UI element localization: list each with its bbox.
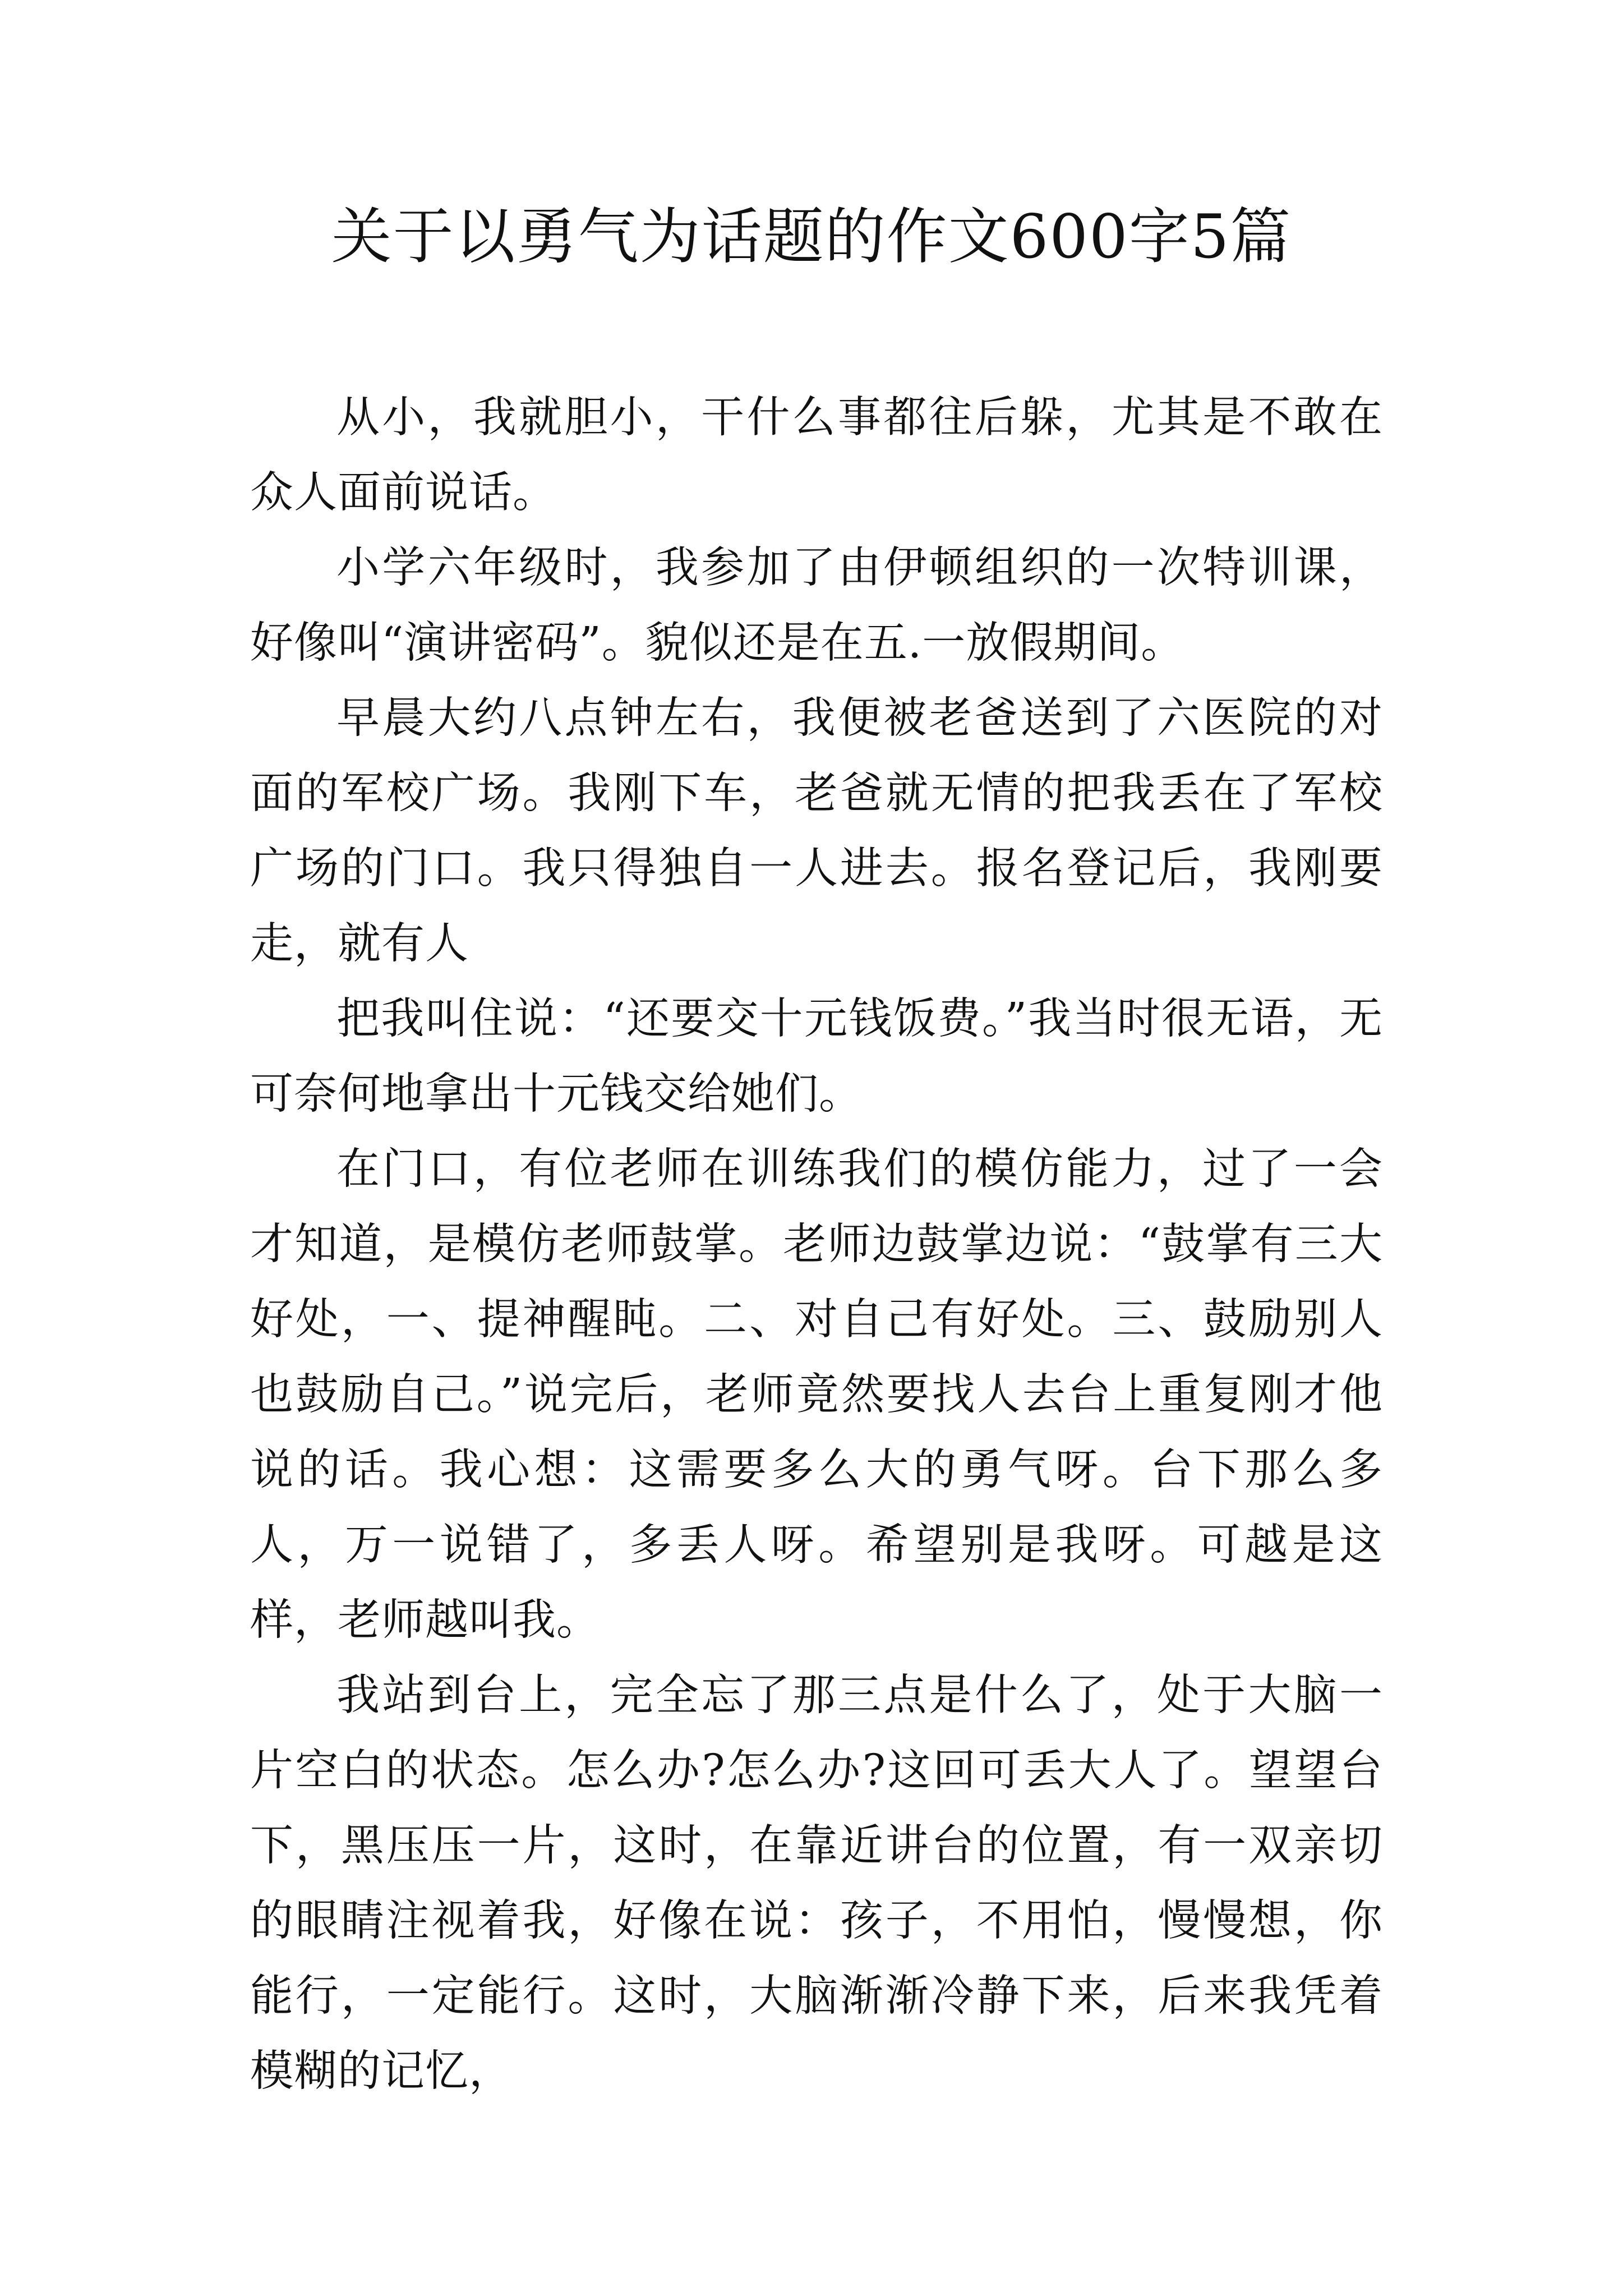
paragraph-4: 把我叫住说：“还要交十元钱饭费。”我当时很无语，无可奈何地拿出十元钱交给她们。: [250, 994, 1383, 1119]
paragraph-3: 早晨大约八点钟左右，我便被老爸送到了六医院的对面的军校广场。我刚下车，老爸就无情的把我丢在了军校广场的门口。我只得独自一人进去。报名登记后，我刚要走，就有人: [250, 693, 1383, 969]
paragraph-1: 从小，我就胆小，干什么事都往后躲，尤其是不敢在众人面前说话。: [250, 393, 1383, 518]
document-title: 关于以勇气为话题的作文600字5篇: [331, 202, 1292, 272]
paragraph-5: 在门口，有位老师在训练我们的模仿能力，过了一会才知道，是模仿老师鼓掌。老师边鼓掌边说：“鼓掌有三大好处，一、提神醒盹。二、对自己有好处。三、鼓励别人也鼓励自己。”说完后，老师竟然要找人去台上重复刚才他说的话。我心想：这需要多么大的勇气呀。台下那么多人，万一说错了，多丢人呀。希望别是我呀。可越是这样，老师越叫我。: [250, 1144, 1383, 1645]
paragraph-6: 我站到台上，完全忘了那三点是什么了，处于大脑一片空白的状态。怎么办?怎么办?这回可丢大人了。望望台下，黑压压一片，这时，在靠近讲台的位置，有一双亲切的眼睛注视着我，好像在说：孩子，不用怕，慢慢想，你能行，一定能行。这时，大脑渐渐冷静下来，后来我凭着模糊的记忆，: [250, 1671, 1383, 2096]
paragraph-2: 小学六年级时，我参加了由伊顿组织的一次特训课，好像叫“演讲密码”。貌似还是在五.一放假期间。: [250, 543, 1383, 668]
document-body: [250, 380, 1383, 2109]
